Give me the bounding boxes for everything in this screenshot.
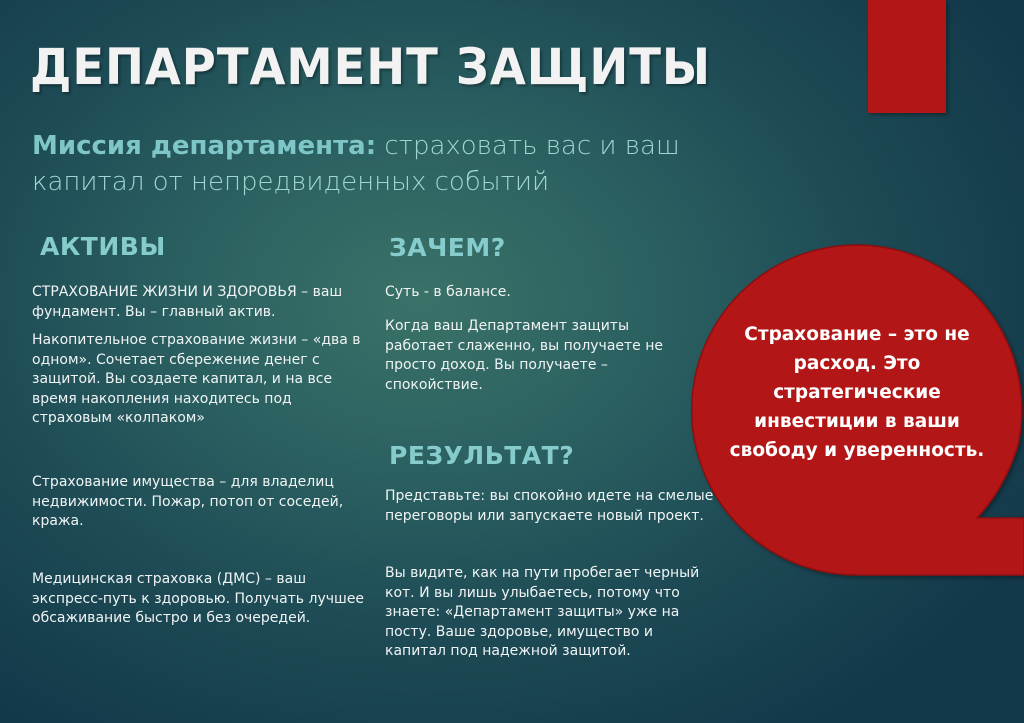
why-heading: ЗАЧЕМ? [389,233,506,262]
assets-item-life-health: СТРАХОВАНИЕ ЖИЗНИ И ЗДОРОВЬЯ – ваш фундамент. Вы – главный актив. [32,284,343,320]
mission-statement [32,128,692,200]
mission-label: Миссия департамента: [32,131,377,161]
assets-item-property: Страхование имущества – для владелиц недвижимости. Пожар, потоп от соседей, кража. [32,474,344,529]
result-heading: РЕЗУЛЬТАТ? [389,441,575,470]
slide-title: ДЕПАРТАМЕНТ ЗАЩИТЫ [30,38,711,96]
why-item-balance: Суть - в балансе. [385,284,511,300]
result-item-black-cat: Вы видите, как на пути пробегает черный кот. И вы лишь улыбаетесь, потому что знаете: «Департамент защиты» уже на посту. Ваше здоровье, имущество и капитал под надежной защитой. [385,565,700,659]
assets-item-medical: Медицинская страховка (ДМС) – ваш экспресс-путь к здоровью. Получать лучшее обсаживание быстро и без очередей. [32,571,365,626]
assets-item-savings-insurance: Накопительное страхование жизни – «два в одном». Сочетает сбережение денег с защитой. Вы создаете капитал, и на все время накопления находитесь под страховым «колпаком» [32,332,361,426]
callout-text: Страхование – это не расход. Это стратегические инвестиции в ваши свободу и уверенность. [729,324,985,461]
assets-heading: АКТИВЫ [40,232,166,261]
red-bookmark-rect [868,0,946,113]
mission-text: страховать вас и ваш капитал от непредвиденных событий [32,131,680,197]
result-item-imagine: Представьте: вы спокойно идете на смелые переговоры или запускаете новый проект. [385,488,714,524]
why-item-calm: Когда ваш Департамент защиты работает слаженно, вы получаете не просто доход. Вы получаете – спокойствие. [385,318,663,393]
